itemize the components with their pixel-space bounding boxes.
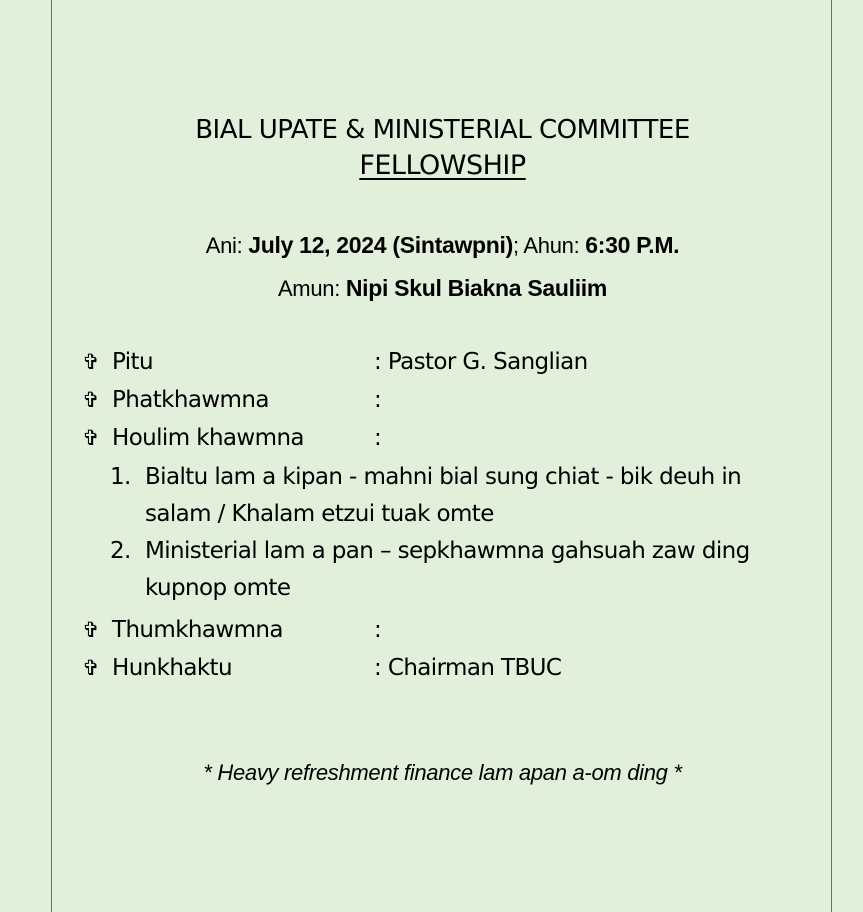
time-label: Ahun:	[523, 233, 580, 258]
program-value: :	[374, 425, 382, 451]
program-label: Pitu	[112, 349, 153, 375]
event-title-line2: FELLOWSHIP	[359, 150, 526, 181]
program-label: Phatkhawmna	[112, 387, 269, 413]
program-label: Hunkhaktu	[112, 655, 232, 681]
program-value: : Pastor G. Sanglian	[374, 349, 588, 375]
cross-icon: ✞	[82, 350, 99, 374]
date-label: Ani:	[205, 233, 243, 258]
cross-icon: ✞	[82, 618, 99, 642]
cross-icon: ✞	[82, 656, 99, 680]
date-time-line	[0, 232, 863, 259]
program-value: :	[374, 617, 382, 643]
sub-item-text: Bialtu lam a kipan - mahni bial sung chiat - bik deuh in salam / Khalam etzui tuak omte	[145, 464, 742, 527]
venue-value: Nipi Skul Biakna Sauliim	[345, 275, 608, 301]
date-value: July 12, 2024 (Sintawpni)	[248, 232, 513, 258]
time-value: 6:30 P.M.	[585, 232, 680, 258]
cross-icon: ✞	[82, 388, 99, 412]
sub-item-number: 2.	[110, 538, 131, 564]
program-label: Thumkhawmna	[112, 617, 283, 643]
venue-label: Amun:	[277, 276, 341, 301]
sub-item	[110, 533, 785, 607]
venue-line	[0, 275, 863, 302]
program-item-pitu	[82, 343, 785, 381]
program-label: Houlim khawmna	[112, 425, 304, 451]
sub-item-text: Ministerial lam a pan – sepkhawmna gahsuah zaw ding kupnop omte	[145, 538, 750, 601]
cross-icon: ✞	[82, 426, 99, 450]
sub-item	[110, 459, 785, 533]
program-list	[82, 343, 785, 687]
program-item-phatkhawmna	[82, 381, 785, 419]
sub-item-list	[82, 459, 785, 607]
program-value: : Chairman TBUC	[374, 655, 562, 681]
program-value: :	[374, 387, 382, 413]
separator: ;	[513, 233, 519, 258]
sub-item-number: 1.	[110, 464, 131, 490]
program-item-hunkhaktu	[82, 649, 785, 687]
event-title-line1: BIAL UPATE & MINISTERIAL COMMITTEE	[195, 115, 690, 145]
program-item-houlim-khawmna	[82, 419, 785, 457]
program-item-thumkhawmna	[82, 611, 785, 649]
refreshment-note: * Heavy refreshment finance lam apan a-om ding *	[203, 760, 682, 785]
